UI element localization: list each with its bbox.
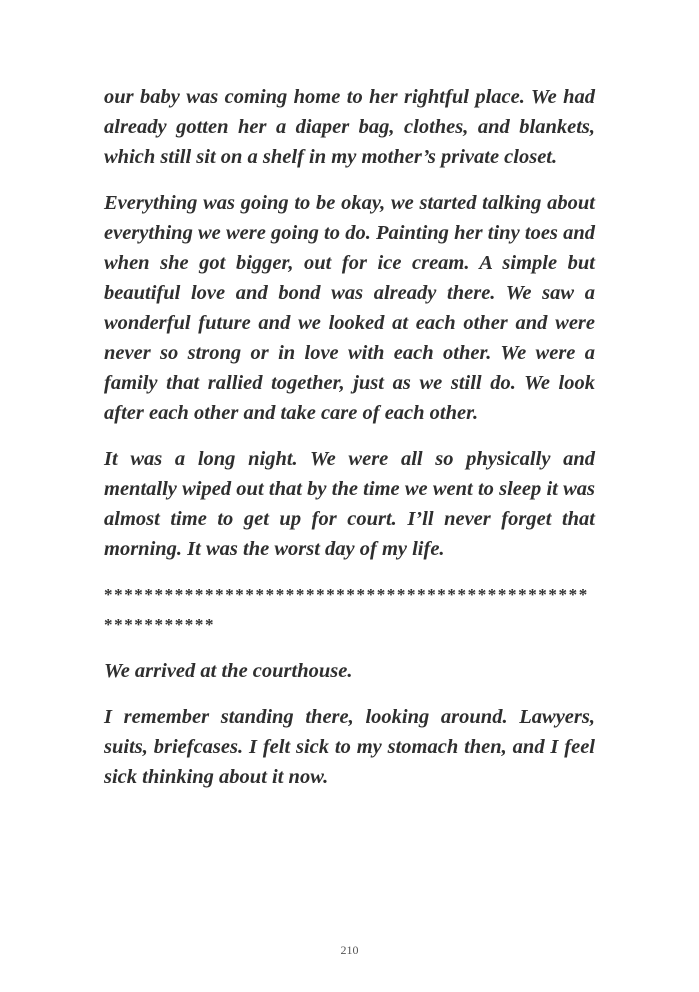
paragraph-remember-standing: I remember standing there, looking around. Lawyers, suits, briefcases. I felt sick to my stomach then, and I feel sick thinking about it now. xyxy=(104,706,595,788)
page-number: 210 xyxy=(340,943,359,957)
paragraph-baby-coming-home: our baby was coming home to her rightful place. We had already gotten her a diaper bag, clothes, and blankets, which still sit on a shelf in my mother’s private closet. xyxy=(104,86,595,168)
section-separator: *********************************************************** xyxy=(104,585,589,634)
paragraph-long-night: It was a long night. We were all so physically and mentally wiped out that by the time we went to sleep it was almost time to get up for court. I’ll never forget that morning. It was the worst day of my life. xyxy=(104,448,595,560)
page-body xyxy=(104,82,595,808)
paragraph-everything-okay: Everything was going to be okay, we started talking about everything we were going to do. Painting her tiny toes and when she got bigger, out for ice cream. A simple but beautiful love and bond was already there. We saw a wonderful future and we looked at each other and were never so strong or in love with each other. We were a family that rallied together, just as we still do. We look after each other and take care of each other. xyxy=(104,192,595,424)
paragraph-arrived-courthouse: We arrived at the courthouse. xyxy=(104,660,353,682)
